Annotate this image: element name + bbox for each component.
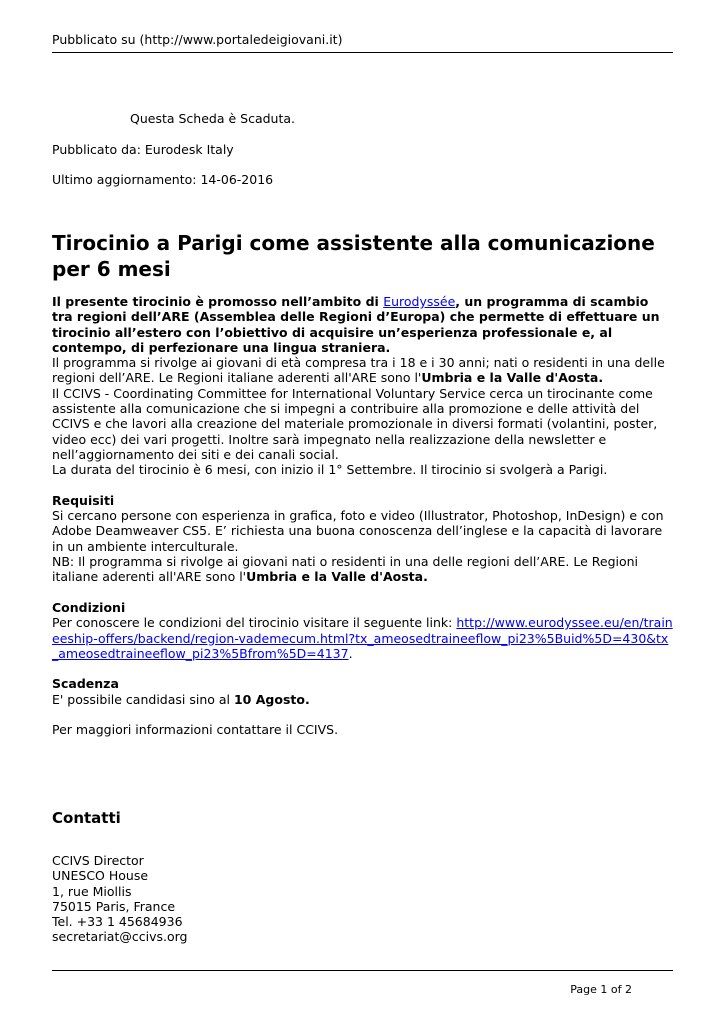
program-regions: Umbria e la Valle d'Aosta. (421, 370, 604, 386)
requisiti-text: Si cercano persone con esperienza in grafica, foto e video (Illustrator, Photoshop, InDesign) e con Adobe Deamweaver CS5. E’ richiesta una buona conoscenza dell’inglese e la capacità di lavorare in un ambiente interculturale. (52, 508, 664, 554)
footer-divider (52, 970, 673, 971)
header-divider (52, 52, 673, 53)
scadenza-text: E' possibile candidasi sino al (52, 691, 234, 707)
program-paragraph (52, 355, 673, 386)
scadenza-paragraph (52, 692, 673, 707)
published-by: Pubblicato da: Eurodesk Italy (52, 142, 234, 157)
page-title: Tirocinio a Parigi come assistente alla comunicazione per 6 mesi (52, 231, 655, 281)
ccivs-paragraph: Il CCIVS - Coordinating Committee for International Voluntary Service cerca un tirocinante come assistente alla comunicazione che si impegni a contribuire alla promozione e delle attività del CCIVS e che lavori alla creazione del materiale promozionale in diversi formati (volantini, poster, video ecc) dei vari progetti. Inoltre sarà impegnato nella realizzazione della newsletter e nell’aggiornamento dei siti e dei canali social. (52, 385, 658, 462)
contact-line: 75015 Paris, France (52, 898, 176, 914)
contact-block (52, 853, 187, 945)
contact-line: CCIVS Director (52, 853, 144, 868)
intro-text-start: Il presente tirocinio è promosso nell’ambito di (52, 294, 384, 309)
duration-paragraph: La durata del tirocinio è 6 mesi, con inizio il 1° Settembre. Il tirocinio si svolgerà a Parigi. (52, 462, 608, 478)
more-info: Per maggiori informazioni contattare il CCIVS. (52, 722, 339, 738)
article-body (52, 294, 673, 738)
contact-line: 1, rue Miollis (52, 883, 132, 899)
scadenza-heading (52, 676, 673, 691)
last-update: Ultimo aggiornamento: 14-06-2016 (52, 172, 274, 187)
condizioni-text: Per conoscere le condizioni del tirocinio visitare il seguente link: (52, 615, 457, 631)
published-on-header: Pubblicato su (http://www.portaledeigiovani.it) (52, 32, 343, 47)
vademecum-link[interactable]: http://www.eurodyssee.eu/en/traineeship-offers/backend/region-vademecum.html?tx_ameosedtraineeflow_pi23%5Buid%5D=430&tx_ameosedtraineeflow_pi23%5Bfrom%5D=4137 (52, 615, 673, 661)
requisiti-heading-text: Requisiti (52, 492, 115, 508)
expired-notice: Questa Scheda è Scaduta. (130, 111, 296, 126)
nb-paragraph (52, 554, 673, 585)
nb-regions: Umbria e la Valle d'Aosta. (246, 569, 428, 585)
condizioni-heading (52, 600, 673, 615)
scadenza-date: 10 Agosto. (233, 691, 310, 707)
condizioni-period: . (348, 645, 353, 661)
page-number: Page 1 of 2 (570, 983, 632, 996)
contact-line: secretariat@ccivs.org (52, 929, 188, 945)
program-text: Il programma si rivolge ai giovani di età compresa tra i 18 e i 30 anni; nati o residenti in una delle regioni dell’ARE. Le Regioni italiane aderenti all'ARE sono l' (52, 355, 665, 386)
nb-text: NB: Il programma si rivolge ai giovani nati o residenti in una delle regioni dell’ARE. Le Regioni italiane aderenti all'ARE sono l' (52, 554, 639, 585)
contact-line: UNESCO House (52, 868, 149, 884)
eurodyssee-link[interactable]: Eurodyssée (383, 294, 456, 309)
intro-text-end: , un programma di scambio tra regioni dell’ARE (Assemblea delle Regioni d’Europa) che permette di effettuare un tirocinio all’estero con l’obiettivo di acquisire un’esperienza professionale e, al contempo, di perfezionare una lingua straniera. (52, 294, 660, 355)
contatti-heading: Contatti (52, 809, 121, 827)
scadenza-heading-text: Scadenza (52, 676, 119, 692)
requisiti-heading (52, 493, 673, 508)
contact-line: Tel. +33 1 45684936 (52, 914, 183, 930)
condizioni-heading-text: Condizioni (52, 599, 126, 615)
condizioni-paragraph (52, 615, 673, 661)
intro-paragraph (52, 294, 673, 355)
